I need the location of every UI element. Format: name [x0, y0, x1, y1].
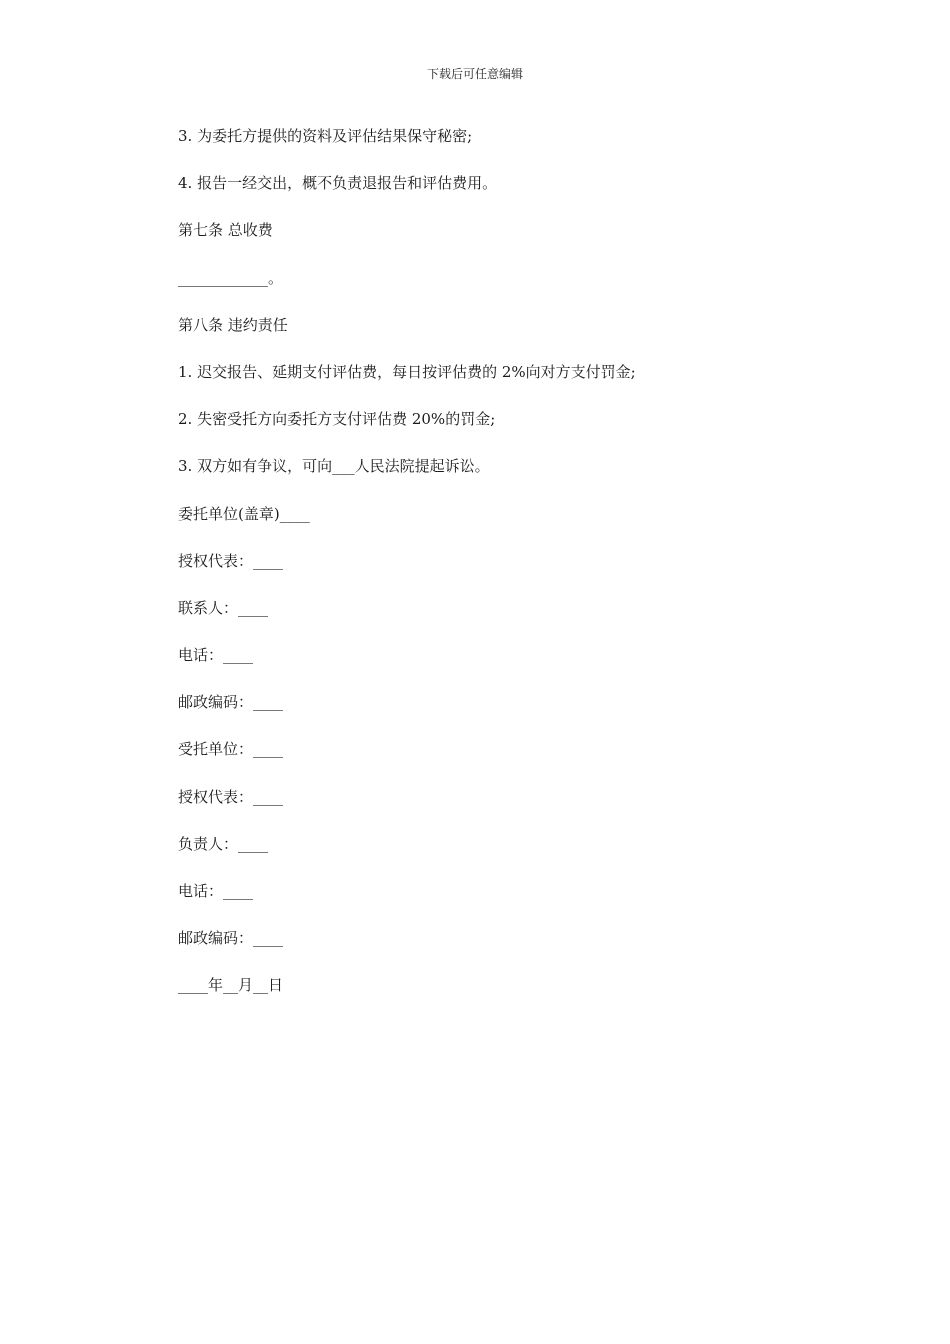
- clause-confidentiality-penalty: 2. 失密受托方向委托方支付评估费 20%的罚金;: [178, 410, 496, 429]
- total-fee-blank: ____________。: [178, 268, 284, 287]
- clause-dispute: 3. 双方如有争议，可向___人民法院提起诉讼。: [178, 457, 490, 476]
- clause-late-penalty: 1. 迟交报告、延期支付评估费，每日按评估费的 2%向对方支付罚金;: [178, 362, 636, 381]
- client-unit-field: 委托单位(盖章)____: [178, 504, 310, 523]
- client-phone-field: 电话：____: [178, 646, 254, 665]
- date-field: ____年__月__日: [178, 976, 284, 995]
- article-8-heading: 第八条 违约责任: [178, 315, 288, 334]
- client-contact-field: 联系人：____: [178, 598, 269, 617]
- contractor-representative-field: 授权代表：____: [178, 787, 284, 806]
- page-header: 下载后可任意编辑: [426, 67, 523, 81]
- article-7-heading: 第七条 总收费: [178, 221, 273, 240]
- clause-no-refund: 4. 报告一经交出，概不负责退报告和评估费用。: [178, 174, 498, 193]
- contractor-postcode-field: 邮政编码：____: [178, 929, 284, 948]
- document-body: [178, 125, 798, 1022]
- contractor-phone-field: 电话：____: [178, 882, 254, 900]
- clause-confidentiality: 3. 为委托方提供的资料及评估结果保守秘密;: [178, 127, 473, 145]
- client-representative-field: 授权代表：____: [178, 551, 284, 570]
- contractor-unit-field: 受托单位：____: [178, 740, 284, 759]
- client-postcode-field: 邮政编码：____: [178, 693, 284, 712]
- contractor-person-in-charge-field: 负责人：____: [178, 834, 269, 853]
